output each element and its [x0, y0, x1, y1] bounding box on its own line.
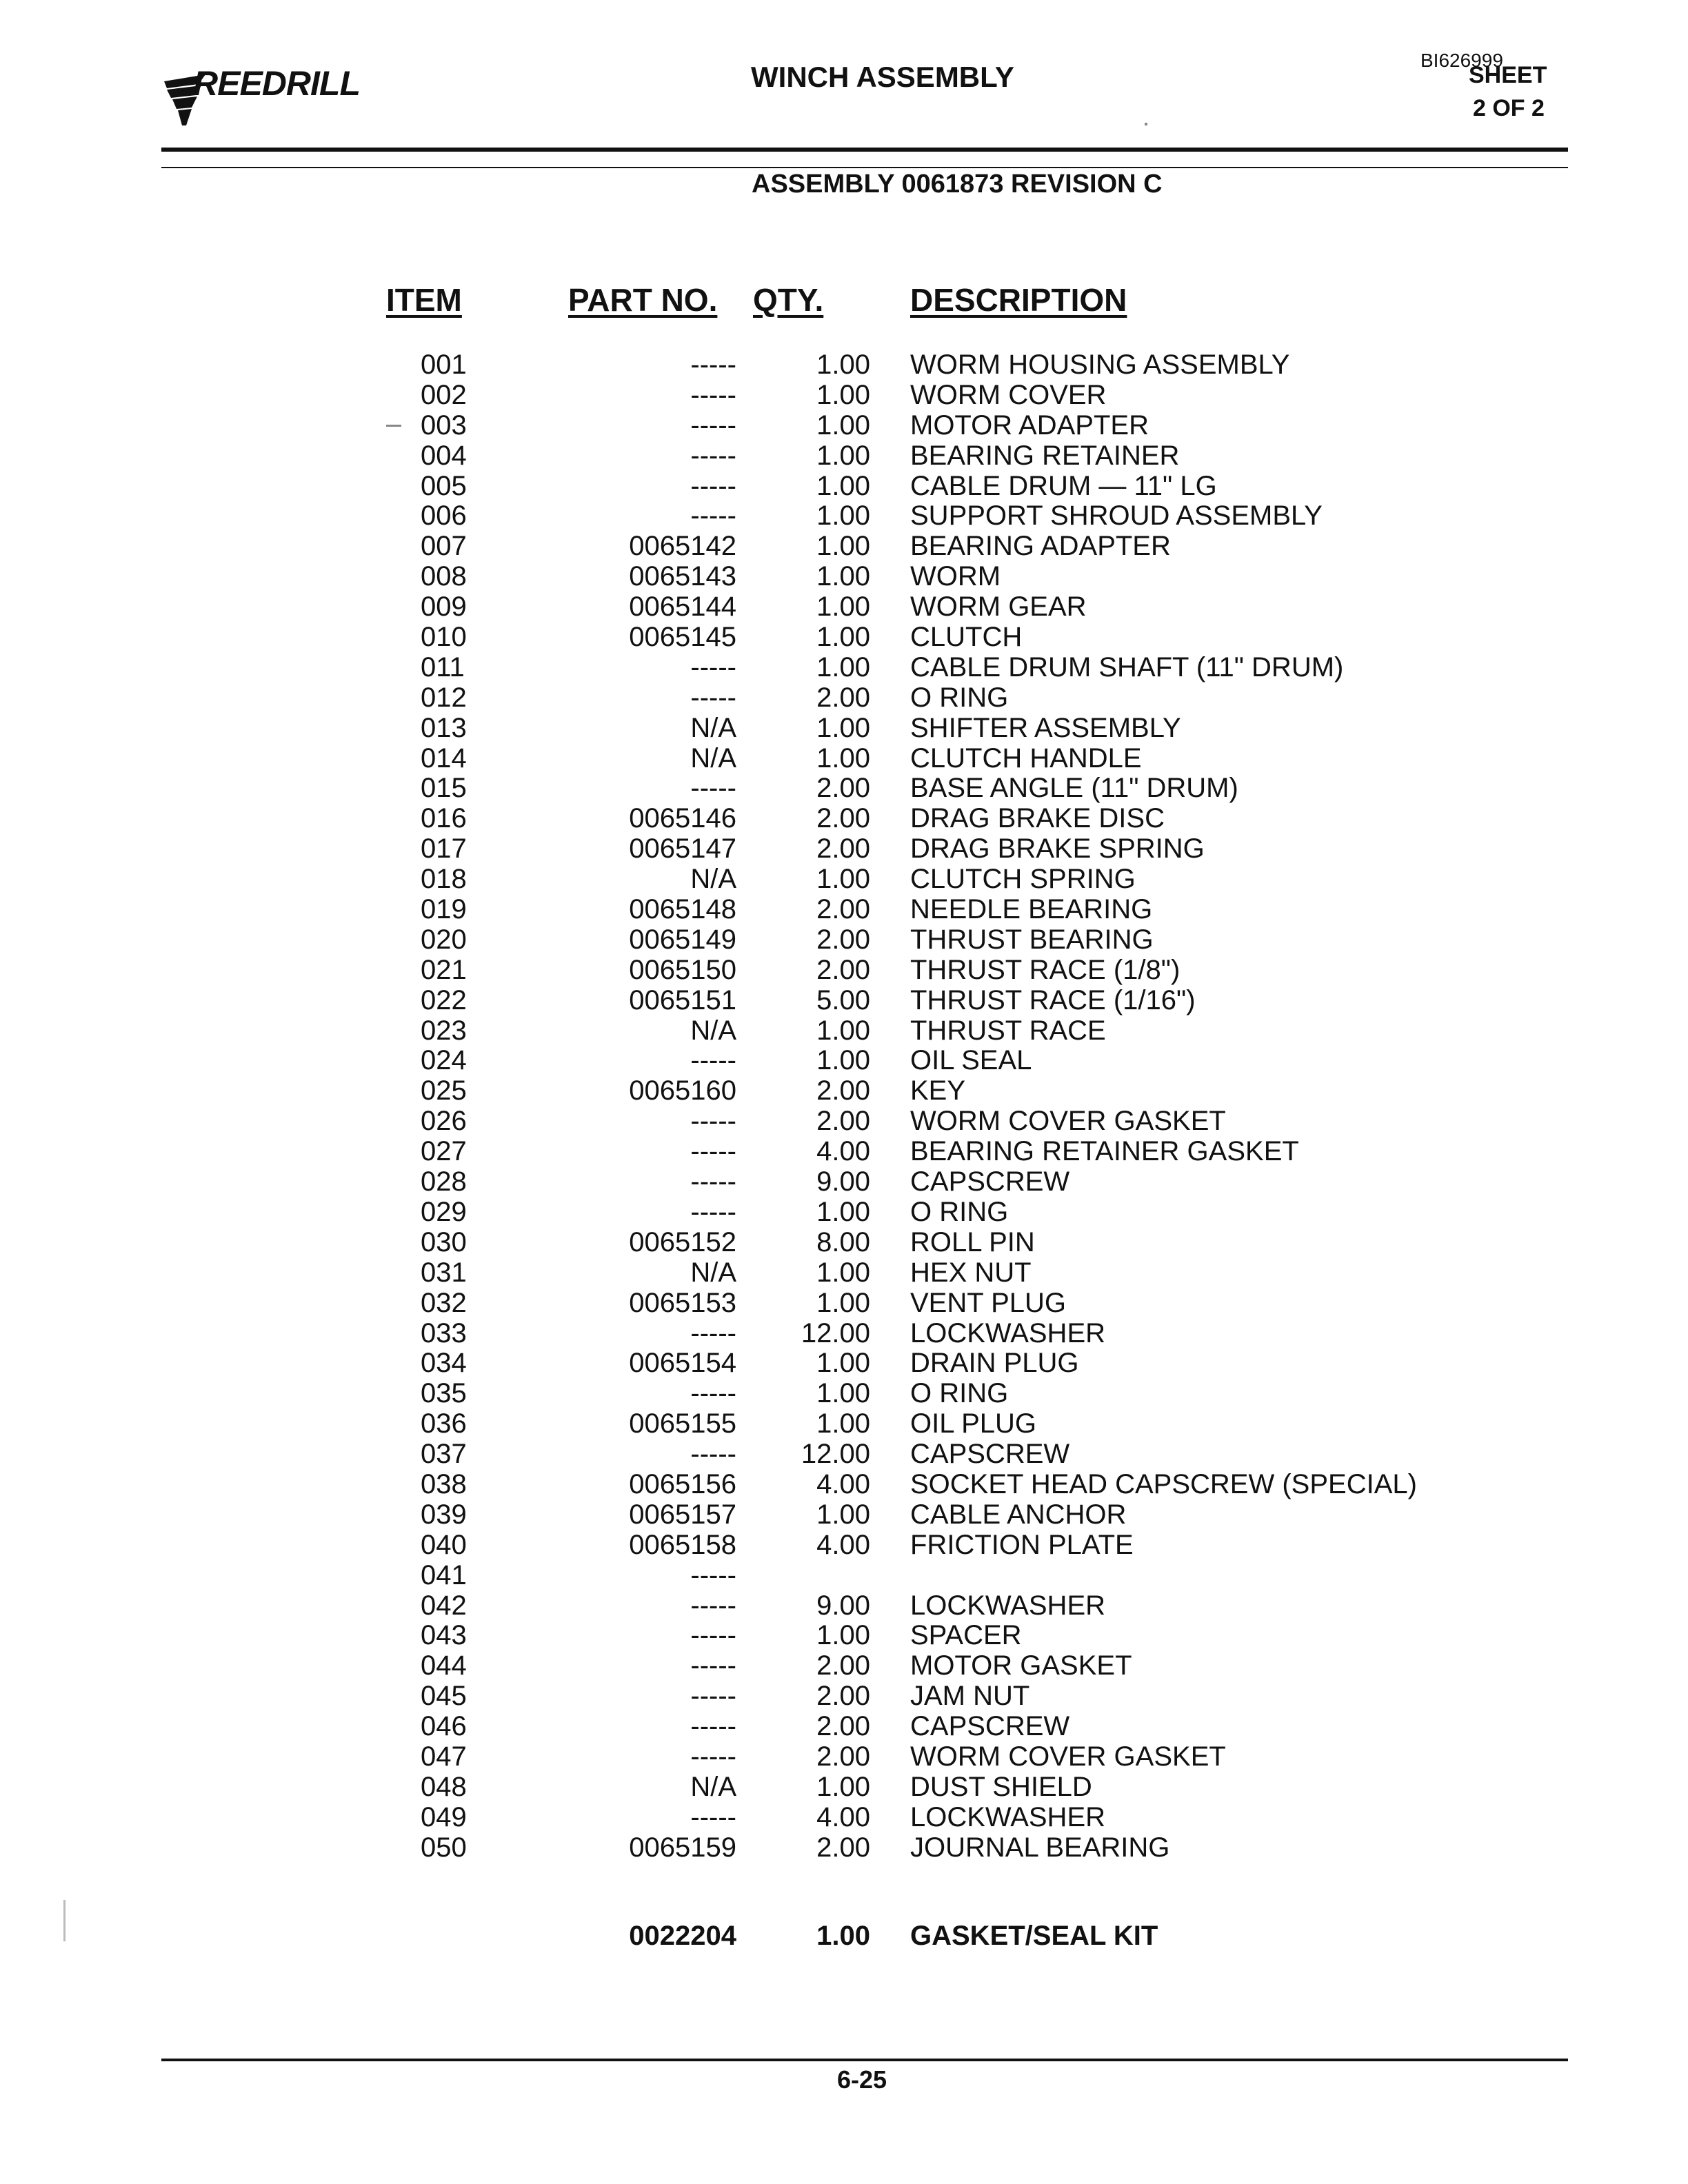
parts-table	[386, 350, 1462, 1863]
part-number: N/A	[690, 742, 736, 774]
table-row	[386, 1772, 1462, 1803]
part-number: -----	[690, 1439, 736, 1470]
description: OIL SEAL	[910, 1045, 1032, 1076]
document-title: WINCH ASSEMBLY	[751, 61, 1014, 93]
quantity: 2.00	[816, 1650, 870, 1681]
description: MOTOR GASKET	[910, 1650, 1132, 1681]
item-number: 030	[421, 1226, 467, 1257]
item-number: 048	[421, 1771, 467, 1802]
quantity: 9.00	[816, 1166, 870, 1197]
quantity: 4.00	[816, 1468, 870, 1499]
description: WORM COVER GASKET	[910, 1741, 1226, 1772]
table-row	[386, 714, 1462, 744]
quantity: 1.00	[816, 379, 870, 410]
part-number: 0065151	[629, 984, 736, 1015]
part-number: -----	[690, 1559, 736, 1590]
item-number: 019	[421, 894, 467, 925]
description: BASE ANGLE (11" DRUM)	[910, 773, 1238, 804]
table-row	[386, 472, 1462, 502]
part-number: N/A	[690, 864, 736, 895]
part-number: 0065157	[629, 1499, 736, 1530]
scan-mark	[386, 425, 401, 427]
item-number: 003	[421, 410, 467, 441]
quantity: 1.00	[816, 742, 870, 774]
page-number: 6-25	[836, 2065, 887, 2094]
assembly-revision: ASSEMBLY 0061873 REVISION C	[752, 170, 1163, 199]
table-row	[386, 501, 1462, 532]
company-logo	[157, 54, 392, 136]
item-number: 020	[421, 924, 467, 955]
quantity: 1.00	[816, 410, 870, 441]
table-row	[386, 925, 1462, 956]
quantity: 1.00	[816, 561, 870, 592]
table-row	[386, 986, 1462, 1016]
description: THRUST BEARING	[910, 924, 1154, 955]
table-row	[386, 1439, 1462, 1470]
description: WORM GEAR	[910, 592, 1087, 623]
table-row	[386, 1621, 1462, 1651]
part-number: -----	[690, 1590, 736, 1621]
item-number: 002	[421, 379, 467, 410]
description: HEX NUT	[910, 1257, 1032, 1288]
quantity: 1.00	[816, 1015, 870, 1046]
part-number: 0065144	[629, 592, 736, 623]
part-number: -----	[690, 470, 736, 501]
part-number: 0065145	[629, 622, 736, 653]
item-number: 005	[421, 470, 467, 501]
part-number: 0065156	[629, 1468, 736, 1499]
table-row	[386, 1803, 1462, 1833]
table-row	[386, 1530, 1462, 1561]
description: CAPSCREW	[910, 1711, 1070, 1742]
table-row	[386, 1288, 1462, 1319]
quantity: 1.00	[816, 592, 870, 623]
part-number: 0065160	[629, 1075, 736, 1106]
part-number: 0065142	[629, 531, 736, 562]
part-number: -----	[690, 1620, 736, 1651]
quantity: 2.00	[816, 924, 870, 955]
description: BEARING ADAPTER	[910, 531, 1171, 562]
table-row	[386, 956, 1462, 986]
description: SOCKET HEAD CAPSCREW (SPECIAL)	[910, 1468, 1417, 1499]
description: SHIFTER ASSEMBLY	[910, 712, 1181, 743]
item-number: 014	[421, 742, 467, 774]
header-rule-thick	[161, 148, 1568, 152]
quantity: 2.00	[816, 773, 870, 804]
table-row	[386, 1561, 1462, 1591]
description: O RING	[910, 1378, 1009, 1409]
quantity: 2.00	[816, 954, 870, 985]
description: THRUST RACE (1/16")	[910, 984, 1196, 1015]
item-number: 031	[421, 1257, 467, 1288]
table-row	[386, 381, 1462, 411]
part-number: -----	[690, 682, 736, 713]
quantity: 4.00	[816, 1136, 870, 1167]
quantity: 2.00	[816, 1711, 870, 1742]
item-number: 021	[421, 954, 467, 985]
part-number: -----	[690, 1741, 736, 1772]
part-number: -----	[690, 1136, 736, 1167]
description: CAPSCREW	[910, 1439, 1070, 1470]
description: CLUTCH	[910, 622, 1023, 653]
table-row	[386, 1258, 1462, 1288]
quantity: 1.00	[816, 440, 870, 471]
table-row	[386, 1742, 1462, 1772]
quantity: 1.00	[816, 712, 870, 743]
part-number: 0065153	[629, 1287, 736, 1318]
description: CLUTCH HANDLE	[910, 742, 1142, 774]
table-row	[386, 834, 1462, 865]
item-number: 017	[421, 833, 467, 865]
description: CABLE DRUM — 11" LG	[910, 470, 1217, 501]
scan-mark	[1145, 123, 1147, 125]
table-row	[386, 653, 1462, 683]
description: DUST SHIELD	[910, 1771, 1092, 1802]
quantity: 1.00	[816, 531, 870, 562]
item-number: 012	[421, 682, 467, 713]
sheet-label: SHEET	[1469, 62, 1547, 88]
quantity: 8.00	[816, 1226, 870, 1257]
item-number: 041	[421, 1559, 467, 1590]
item-number: 027	[421, 1136, 467, 1167]
item-number: 018	[421, 864, 467, 895]
description: OIL PLUG	[910, 1408, 1037, 1439]
quantity: 1.00	[816, 1196, 870, 1227]
description: DRAG BRAKE DISC	[910, 803, 1165, 834]
part-number: -----	[690, 410, 736, 441]
quantity: 1.00	[816, 1348, 870, 1379]
description: KEY	[910, 1075, 966, 1106]
logo-text: REEDRILL	[193, 64, 360, 103]
quantity: 1.00	[816, 864, 870, 895]
description: VENT PLUG	[910, 1287, 1066, 1318]
part-number: -----	[690, 1106, 736, 1137]
item-number: 023	[421, 1015, 467, 1046]
description: SUPPORT SHROUD ASSEMBLY	[910, 501, 1323, 532]
item-number: 042	[421, 1590, 467, 1621]
column-header-qty: QTY.	[753, 282, 824, 318]
item-number: 039	[421, 1499, 467, 1530]
quantity: 2.00	[816, 803, 870, 834]
part-number: -----	[690, 1317, 736, 1348]
part-number: 0065159	[629, 1832, 736, 1863]
quantity: 1.00	[816, 350, 870, 380]
quantity: 2.00	[816, 682, 870, 713]
table-row	[386, 865, 1462, 895]
quantity: 2.00	[816, 1106, 870, 1137]
part-number: -----	[690, 1681, 736, 1712]
part-number: -----	[690, 651, 736, 682]
part-number: -----	[690, 1166, 736, 1197]
part-number: 0065155	[629, 1408, 736, 1439]
item-number: 044	[421, 1650, 467, 1681]
header-rule-thin	[161, 167, 1568, 168]
part-number: -----	[690, 1196, 736, 1227]
table-row	[386, 774, 1462, 804]
quantity: 1.00	[816, 470, 870, 501]
description: BEARING RETAINER	[910, 440, 1180, 471]
description: LOCKWASHER	[910, 1317, 1106, 1348]
kit-row	[386, 1921, 1462, 1955]
part-number: 0065148	[629, 894, 736, 925]
part-number: -----	[690, 773, 736, 804]
item-number: 013	[421, 712, 467, 743]
table-row	[386, 1076, 1462, 1106]
part-number: 0065158	[629, 1529, 736, 1560]
table-row	[386, 804, 1462, 834]
item-number: 024	[421, 1045, 467, 1076]
description: LOCKWASHER	[910, 1590, 1106, 1621]
table-row	[386, 623, 1462, 653]
item-number: 015	[421, 773, 467, 804]
table-row	[386, 1470, 1462, 1500]
document-id: BI626999	[1420, 50, 1503, 71]
table-row	[386, 1833, 1462, 1863]
description: THRUST RACE	[910, 1015, 1106, 1046]
description: THRUST RACE (1/8")	[910, 954, 1180, 985]
quantity: 1.00	[816, 1620, 870, 1651]
description: FRICTION PLATE	[910, 1529, 1134, 1560]
part-number: 0065154	[629, 1348, 736, 1379]
table-row	[386, 744, 1462, 774]
description: CAPSCREW	[910, 1166, 1070, 1197]
quantity: 2.00	[816, 894, 870, 925]
table-row	[386, 1106, 1462, 1137]
description: ROLL PIN	[910, 1226, 1035, 1257]
table-row	[386, 895, 1462, 925]
quantity: 2.00	[816, 1681, 870, 1712]
part-number: -----	[690, 1045, 736, 1076]
column-header-part-no: PART NO.	[568, 282, 718, 318]
item-number: 006	[421, 501, 467, 532]
table-row	[386, 1137, 1462, 1167]
kit-description: GASKET/SEAL KIT	[910, 1921, 1158, 1951]
item-number: 025	[421, 1075, 467, 1106]
table-row	[386, 562, 1462, 592]
kit-part-number: 0022204	[629, 1921, 736, 1951]
sheet-number: 2 OF 2	[1473, 95, 1545, 121]
part-number: -----	[690, 1378, 736, 1409]
description: MOTOR ADAPTER	[910, 410, 1149, 441]
part-number: 0065143	[629, 561, 736, 592]
table-row	[386, 1681, 1462, 1712]
item-number: 050	[421, 1832, 467, 1863]
part-number: N/A	[690, 712, 736, 743]
quantity: 1.00	[816, 1287, 870, 1318]
table-row	[386, 1197, 1462, 1228]
description: O RING	[910, 1196, 1009, 1227]
quantity: 1.00	[816, 1257, 870, 1288]
item-number: 004	[421, 440, 467, 471]
item-number: 047	[421, 1741, 467, 1772]
item-number: 037	[421, 1439, 467, 1470]
quantity: 5.00	[816, 984, 870, 1015]
description: CABLE ANCHOR	[910, 1499, 1127, 1530]
column-header-description: DESCRIPTION	[910, 282, 1127, 318]
description: CLUTCH SPRING	[910, 864, 1136, 895]
item-number: 032	[421, 1287, 467, 1318]
quantity: 2.00	[816, 833, 870, 865]
part-number: N/A	[690, 1257, 736, 1288]
quantity: 1.00	[816, 1499, 870, 1530]
footer-rule	[161, 2059, 1568, 2061]
item-number: 010	[421, 622, 467, 653]
description: WORM HOUSING ASSEMBLY	[910, 350, 1290, 380]
item-number: 028	[421, 1166, 467, 1197]
item-number: 049	[421, 1801, 467, 1832]
item-number: 001	[421, 350, 467, 380]
table-row	[386, 1167, 1462, 1197]
description: DRAIN PLUG	[910, 1348, 1079, 1379]
quantity: 2.00	[816, 1741, 870, 1772]
part-number: -----	[690, 1801, 736, 1832]
quantity: 4.00	[816, 1529, 870, 1560]
part-number: 0065146	[629, 803, 736, 834]
part-number: -----	[690, 379, 736, 410]
table-row	[386, 1651, 1462, 1681]
table-row	[386, 1319, 1462, 1349]
column-header-item: ITEM	[386, 282, 462, 318]
description: O RING	[910, 682, 1009, 713]
description: CABLE DRUM SHAFT (11" DRUM)	[910, 651, 1344, 682]
part-number: 0065149	[629, 924, 736, 955]
table-row	[386, 1348, 1462, 1379]
item-number: 036	[421, 1408, 467, 1439]
item-number: 029	[421, 1196, 467, 1227]
table-row	[386, 532, 1462, 562]
description: BEARING RETAINER GASKET	[910, 1136, 1299, 1167]
part-number: 0065147	[629, 833, 736, 865]
table-row	[386, 1016, 1462, 1046]
part-number: 0065152	[629, 1226, 736, 1257]
table-row	[386, 441, 1462, 472]
item-number: 038	[421, 1468, 467, 1499]
description: WORM COVER GASKET	[910, 1106, 1226, 1137]
quantity: 1.00	[816, 1045, 870, 1076]
table-row	[386, 1409, 1462, 1439]
item-number: 046	[421, 1711, 467, 1742]
item-number: 035	[421, 1378, 467, 1409]
quantity: 1.00	[816, 622, 870, 653]
description: SPACER	[910, 1620, 1022, 1651]
quantity: 1.00	[816, 501, 870, 532]
quantity: 12.00	[801, 1439, 870, 1470]
item-number: 009	[421, 592, 467, 623]
description: JOURNAL BEARING	[910, 1832, 1170, 1863]
item-number: 034	[421, 1348, 467, 1379]
quantity: 1.00	[816, 1771, 870, 1802]
item-number: 045	[421, 1681, 467, 1712]
table-row	[386, 350, 1462, 381]
quantity: 2.00	[816, 1832, 870, 1863]
item-number: 033	[421, 1317, 467, 1348]
item-number: 011	[421, 651, 465, 682]
item-number: 007	[421, 531, 467, 562]
table-row	[386, 683, 1462, 714]
description: LOCKWASHER	[910, 1801, 1106, 1832]
table-row	[386, 1712, 1462, 1742]
part-number: N/A	[690, 1015, 736, 1046]
item-number: 040	[421, 1529, 467, 1560]
description: WORM	[910, 561, 1001, 592]
quantity: 1.00	[816, 651, 870, 682]
item-number: 008	[421, 561, 467, 592]
quantity: 12.00	[801, 1317, 870, 1348]
table-row	[386, 1228, 1462, 1258]
item-number: 026	[421, 1106, 467, 1137]
table-row	[386, 411, 1462, 441]
part-number: -----	[690, 501, 736, 532]
table-row	[386, 1046, 1462, 1076]
table-row	[386, 1591, 1462, 1621]
description: NEEDLE BEARING	[910, 894, 1153, 925]
part-number: -----	[690, 1650, 736, 1681]
quantity: 1.00	[816, 1408, 870, 1439]
part-number: N/A	[690, 1771, 736, 1802]
item-number: 043	[421, 1620, 467, 1651]
table-row	[386, 1379, 1462, 1409]
table-row	[386, 592, 1462, 623]
quantity: 9.00	[816, 1590, 870, 1621]
description: JAM NUT	[910, 1681, 1030, 1712]
quantity: 4.00	[816, 1801, 870, 1832]
part-number: -----	[690, 440, 736, 471]
quantity: 2.00	[816, 1075, 870, 1106]
part-number: -----	[690, 1711, 736, 1742]
item-number: 016	[421, 803, 467, 834]
description: WORM COVER	[910, 379, 1107, 410]
table-row	[386, 1500, 1462, 1530]
part-number: 0065150	[629, 954, 736, 985]
quantity: 1.00	[816, 1378, 870, 1409]
scan-mark	[63, 1900, 66, 1941]
item-number: 022	[421, 984, 467, 1015]
part-number: -----	[690, 350, 736, 380]
description: DRAG BRAKE SPRING	[910, 833, 1205, 865]
kit-qty: 1.00	[816, 1921, 870, 1951]
